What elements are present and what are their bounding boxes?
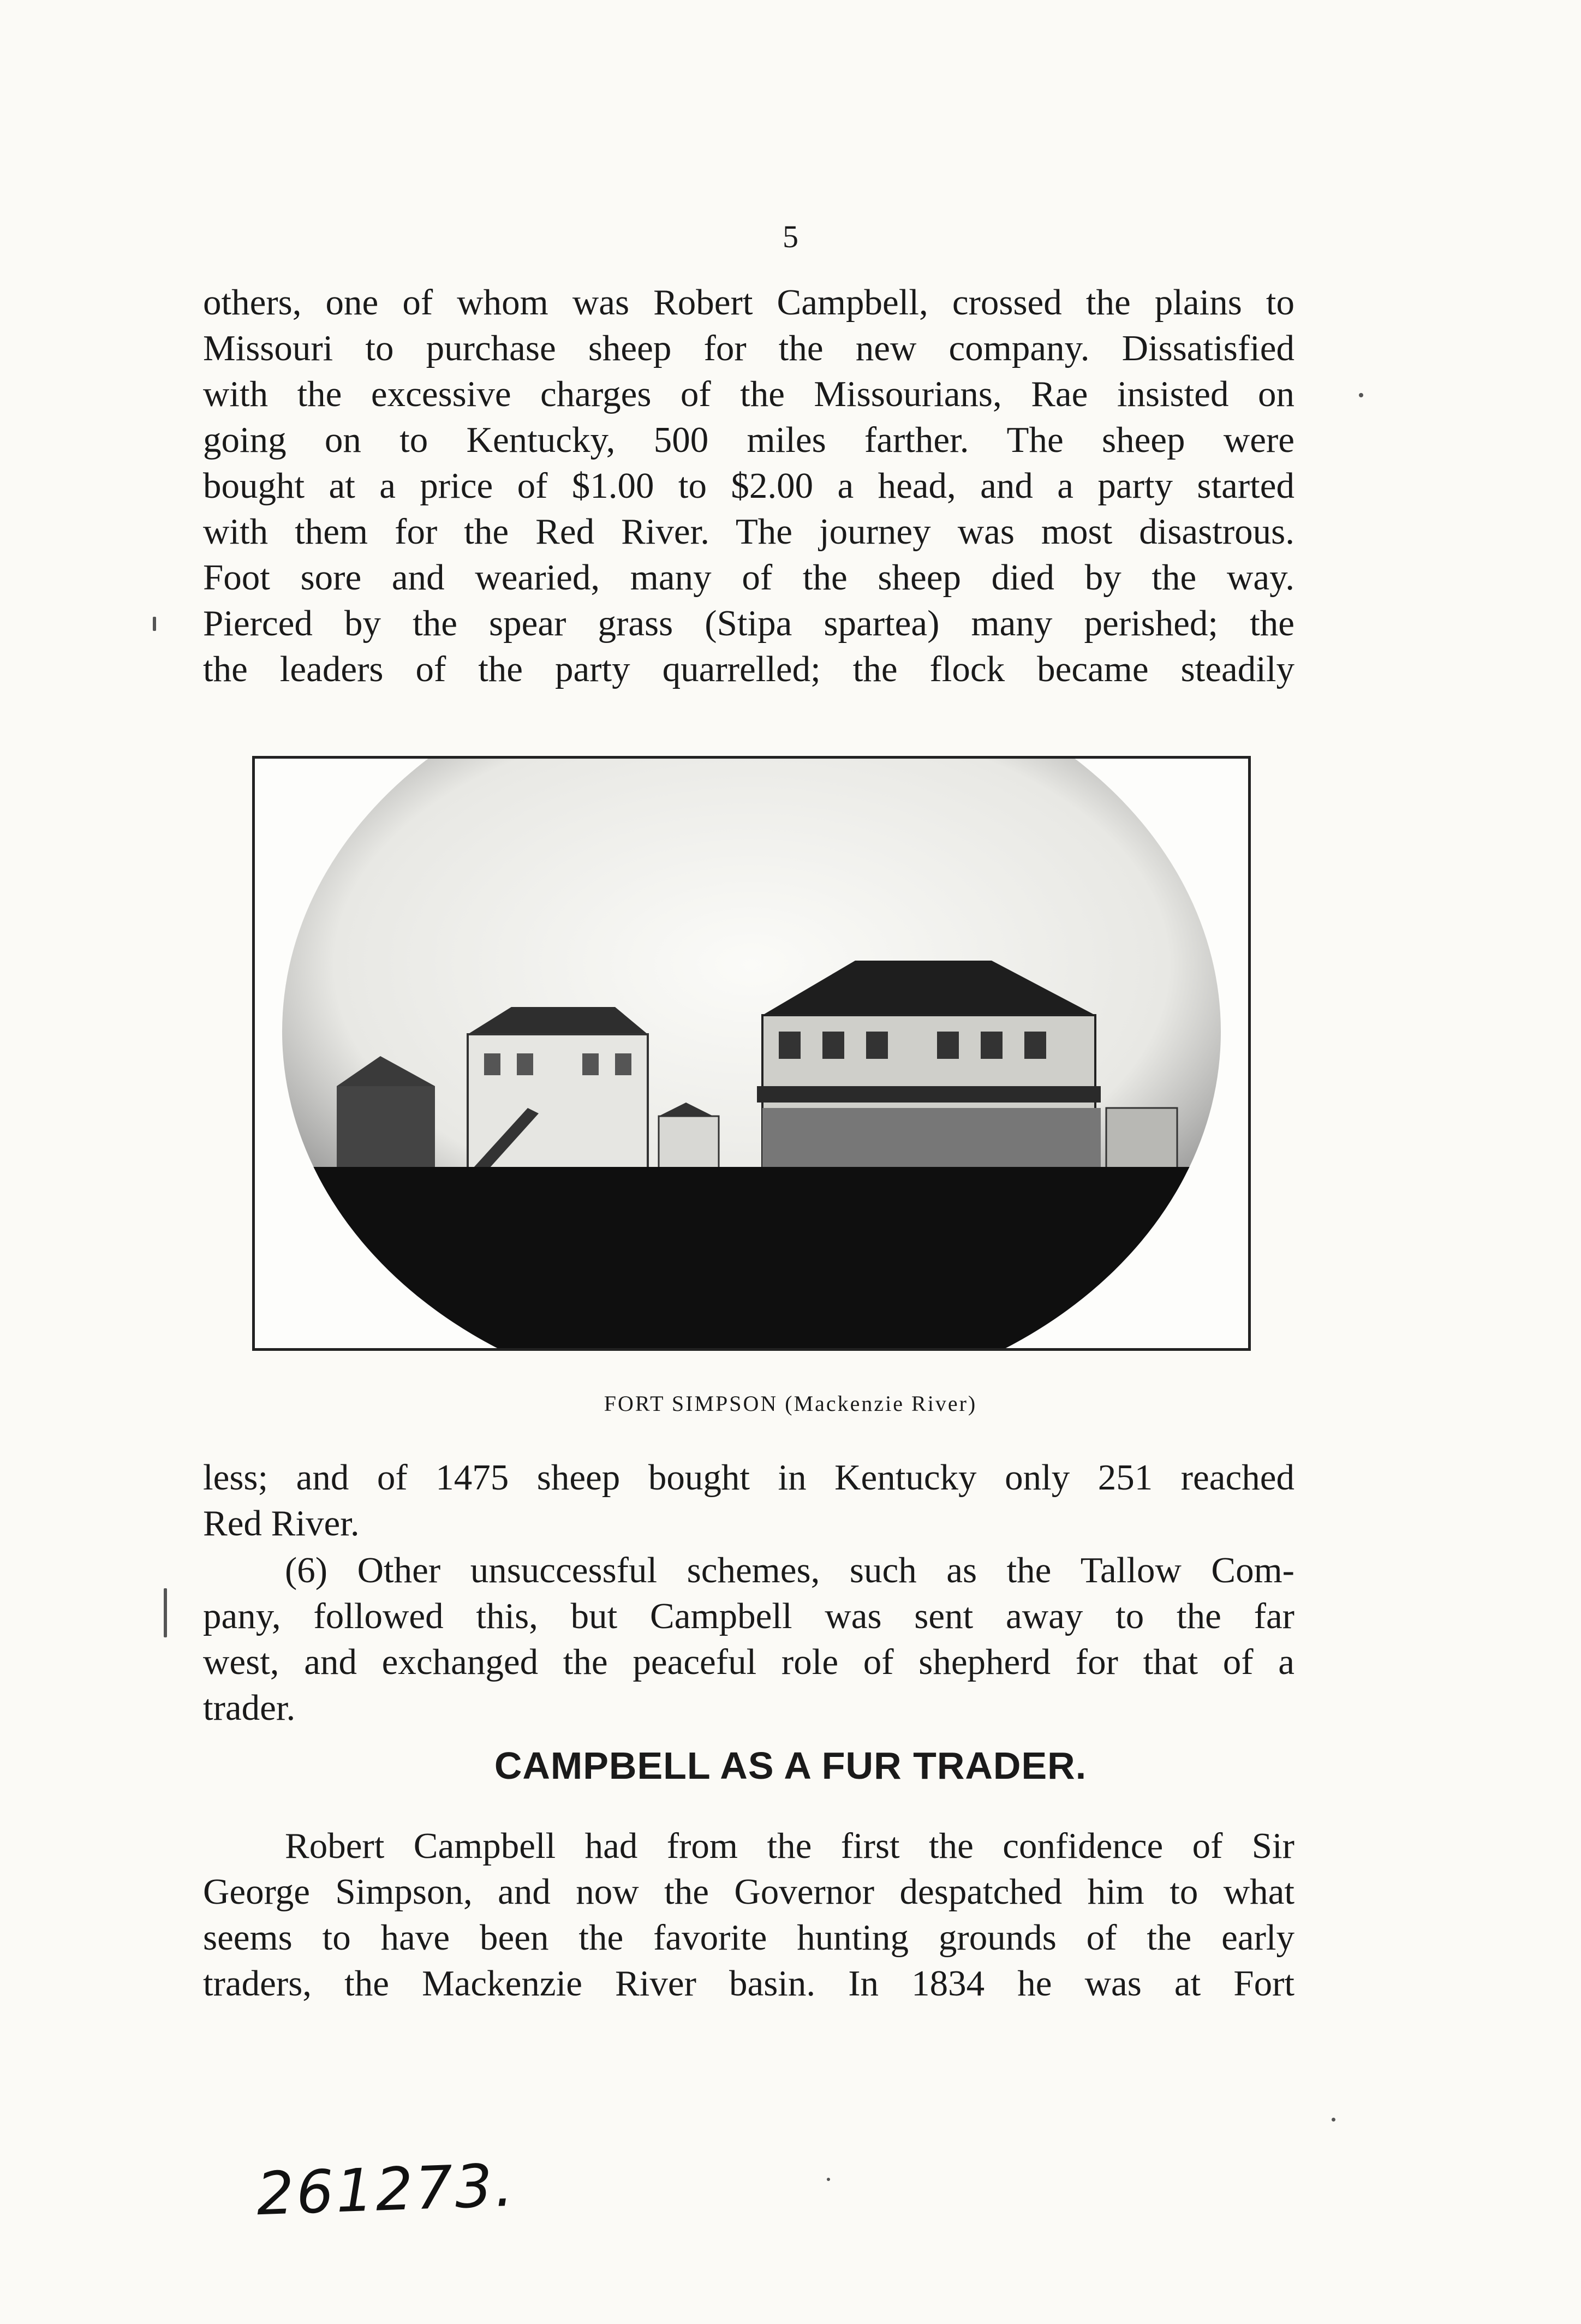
paragraph-sheep-journey <box>203 279 1294 692</box>
text-line: with the excessive charges of the Missourians, Rae insisted on <box>203 374 1294 414</box>
text-line: seems to have been the favorite hunting grounds of the early <box>203 1917 1294 1958</box>
text-line: Pierced by the spear grass (Stipa spartea) many perished; the <box>203 603 1294 643</box>
text-line: going on to Kentucky, 500 miles farther. The sheep were <box>203 420 1294 460</box>
text-line: bought at a price of $1.00 to $2.00 a head, and a party started <box>203 466 1294 506</box>
fort-simpson-photo <box>252 756 1251 1351</box>
text-line: traders, the Mackenzie River basin. In 1834 he was at Fort <box>203 1963 1294 2004</box>
section-heading: CAMPBELL AS A FUR TRADER. <box>494 1744 1087 1787</box>
page-speck <box>1332 2118 1335 2122</box>
text-line: (6) Other unsuccessful schemes, such as the Tallow Com- <box>285 1550 1294 1590</box>
page-speck <box>153 617 156 631</box>
page-speck <box>164 1588 167 1637</box>
fort-simpson-illustration <box>255 759 1248 1348</box>
text-line: George Simpson, and now the Governor despatched him to what <box>203 1872 1294 1912</box>
paragraph-fur-trader <box>203 1823 1294 2006</box>
page-speck <box>1359 393 1363 397</box>
text-line: with them for the Red River. The journey was most disastrous. <box>203 511 1294 552</box>
text-line: trader. <box>203 1688 296 1728</box>
text-line: others, one of whom was Robert Campbell, crossed the plains to <box>203 282 1294 323</box>
text-line: Foot sore and wearied, many of the sheep died by the way. <box>203 557 1294 598</box>
text-line: Missouri to purchase sheep for the new company. Dissatisfied <box>203 328 1294 368</box>
text-line: west, and exchanged the peaceful role of shepherd for that of a <box>203 1642 1294 1682</box>
text-line: pany, followed this, but Campbell was sent away to the far <box>203 1596 1294 1636</box>
page-number: 5 <box>783 219 798 254</box>
handwritten-number: 261273. <box>255 2151 517 2229</box>
paragraph-other-schemes <box>203 1547 1294 1731</box>
paragraph-sheep-outcome <box>203 1455 1294 1546</box>
page-speck <box>827 2178 830 2181</box>
text-line: the leaders of the party quarrelled; the flock became steadily <box>203 649 1294 689</box>
text-line: Robert Campbell had from the first the confidence of Sir <box>285 1826 1294 1866</box>
text-line: less; and of 1475 sheep bought in Kentucky only 251 reached <box>203 1457 1294 1498</box>
text-line: Red River. <box>203 1503 360 1544</box>
figure-caption: FORT SIMPSON (Mackenzie River) <box>604 1391 977 1416</box>
